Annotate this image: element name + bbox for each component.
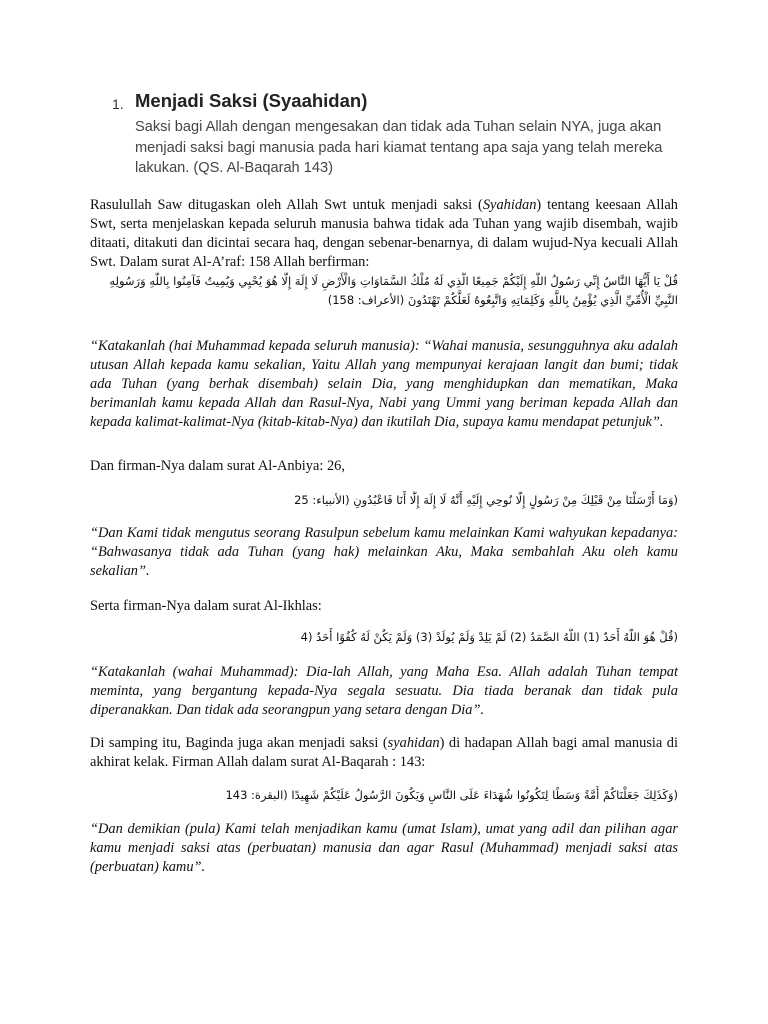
section-description: Saksi bagi Allah dengan mengesakan dan tidak ada Tuhan selain NYA, juga akan menjadi saksi bagi manusia pada hari kiamat tentang apa saja yang telah mereka lakukan. (QS. Al-Baqarah 143) xyxy=(135,119,663,176)
list-number: 1. xyxy=(112,96,124,112)
arabic-verse-al-araf xyxy=(90,272,678,310)
arabic-line: قُلْ يَا أَيُّهَا النَّاسُ إِنِّي رَسُولُ اللَّهِ إِلَيْكُمْ جَمِيعًا الَّذِي لَهُ مُلْكُ السَّمَاوَاتِ وَالْأَرْضِ لَا إِلَهَ إِلَّا هُوَ يُحْيِي وَيُمِيتُ فَآمِنُوا بِاللَّهِ وَرَسُولِهِ xyxy=(109,274,678,288)
section-title: Menjadi Saksi (Syaahidan) xyxy=(135,90,368,111)
translation-al-araf: “Katakanlah (hai Muhammad kepada seluruh manusia): “Wahai manusia, sesungguhnya aku adalah utusan Allah kepada kamu sekalian, Yaitu Allah yang mempunyai kerajaan langit dan bumi; tidak ada Tuhan (yang berhak disembah) selain Dia, yang menghidupkan dan mematikan, Maka berimanlah kamu kepada Allah dan Rasul-Nya, Nabi yang Ummi yang beriman kepada Allah dan kepada kalimat-kalimat-Nya (kitab-kitab-Nya) dan ikutilah Dia, supaya kamu mendapat petunjuk”. xyxy=(90,338,678,430)
intro-text-end: ) tentang keesaan Allah Swt, serta menjelaskan kepada seluruh manusia bahwa tidak ada Tuhan yang wajib disembah, wajib ditaati, ditakuti dan dicintai secara haq, dengan sebenar-benarnya, di dalam wujud-Nya kecuali Allah Swt. Dalam surat Al-A’raf: 158 Allah berfirman: xyxy=(90,197,678,270)
al-baqarah-intro xyxy=(90,734,678,772)
baqarah-text-end: ) di hadapan Allah bagi amal manusia di akhirat kelak. Firman Allah dalam surat Al-Baqarah : 143: xyxy=(90,735,678,770)
syahidan-term: syahidan xyxy=(387,735,440,751)
syahidan-term: Syahidan xyxy=(482,197,537,213)
arabic-verse-al-anbiya: (وَمَا أَرْسَلْنَا مِنْ قَبْلِكَ مِنْ رَسُولٍ إِلَّا نُوحِي إِلَيْهِ أَنَّهُ لَا إِلَهَ إِلَّا أَنَا فَاعْبُدُونِ (الأنبياء: 25 xyxy=(294,493,678,507)
translation-al-baqarah: “Dan demikian (pula) Kami telah menjadikan kamu (umat Islam), umat yang adil dan pilihan agar kamu menjadi saksi atas (perbuatan) manusia dan agar Rasul (Muhammad) menjadi saksi atas (perbuatan) kamu”. xyxy=(90,821,678,875)
arabic-verse-al-baqarah: (وَكَذَلِكَ جَعَلْنَاكُمْ أُمَّةً وَسَطًا لِتَكُونُوا شُهَدَاءَ عَلَى النَّاسِ وَيَكُونَ الرَّسُولُ عَلَيْكُمْ شَهِيدًا (البقرة: 143 xyxy=(225,788,678,802)
al-anbiya-intro: Dan firman-Nya dalam surat Al-Anbiya: 26, xyxy=(90,458,345,474)
intro-text-start: Rasulullah Saw ditugaskan oleh Allah Swt untuk menjadi saksi ( xyxy=(90,197,483,213)
intro-paragraph xyxy=(90,196,678,272)
baqarah-text-start: Di samping itu, Baginda juga akan menjadi saksi ( xyxy=(90,735,388,751)
arabic-verse-al-ikhlas: (قُلْ هُوَ اللَّهُ أَحَدٌ (1) اللَّهُ الصَّمَدُ (2) لَمْ يَلِدْ وَلَمْ يُولَدْ (3) وَلَمْ يَكُنْ لَهُ كُفُوًا أَحَدٌ (4 xyxy=(300,630,678,644)
arabic-line: النَّبِيِّ الْأُمِّيِّ الَّذِي يُؤْمِنُ بِاللَّهِ وَكَلِمَاتِهِ وَاتَّبِعُوهُ لَعَلَّكُمْ تَهْتَدُونَ (الأعراف: 158) xyxy=(327,293,678,307)
translation-al-ikhlas: “Katakanlah (wahai Muhammad): Dia-lah Allah, yang Maha Esa. Allah adalah Tuhan tempat meminta, yang bergantung kepada-Nya segala sesuatu. Dia tiada beranak dan tidak pula diperanakkan. Dan tidak ada seorangpun yang setara dengan Dia”. xyxy=(90,664,678,718)
translation-al-anbiya: “Dan Kami tidak mengutus seorang Rasulpun sebelum kamu melainkan Kami wahyukan kepadanya: “Bahwasanya tidak ada Tuhan (yang hak) melainkan Aku, Maka sembahlah Aku oleh kamu sekalian”. xyxy=(90,525,678,579)
al-ikhlas-intro: Serta firman-Nya dalam surat Al-Ikhlas: xyxy=(90,598,322,614)
